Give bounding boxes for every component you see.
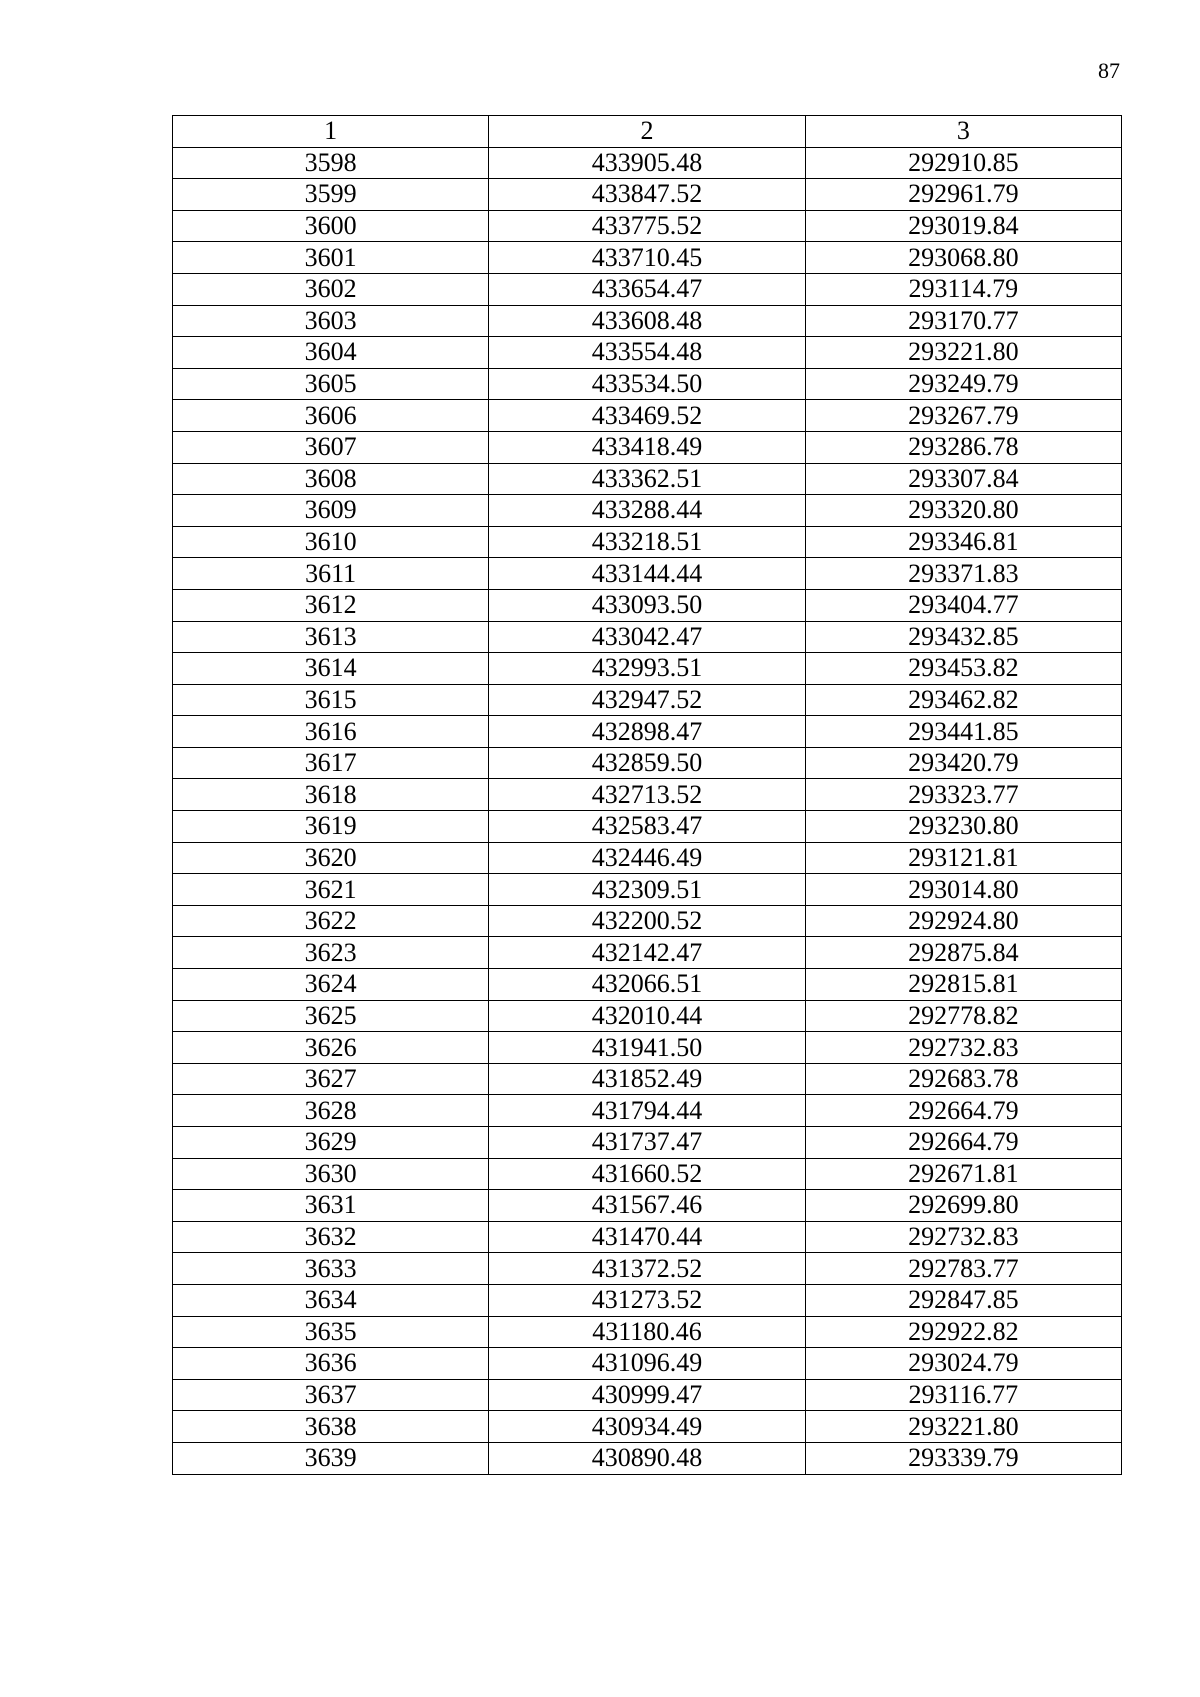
table-cell-col-1: 3622 xyxy=(173,905,489,937)
table-cell-col-3: 293014.80 xyxy=(805,874,1121,906)
table-cell-col-3: 292664.79 xyxy=(805,1127,1121,1159)
table-row xyxy=(173,495,1122,527)
page-number: 87 xyxy=(1098,58,1120,83)
table-cell-col-2: 432713.52 xyxy=(489,779,805,811)
table-cell-col-3: 292732.83 xyxy=(805,1221,1121,1253)
table-row xyxy=(173,779,1122,811)
table-cell-col-2: 433469.52 xyxy=(489,400,805,432)
table-header-row xyxy=(173,116,1122,148)
table-cell-col-2: 432993.51 xyxy=(489,653,805,685)
table-cell-col-2: 433418.49 xyxy=(489,431,805,463)
table-row xyxy=(173,273,1122,305)
table-cell-col-3: 293230.80 xyxy=(805,811,1121,843)
table-cell-col-2: 432947.52 xyxy=(489,684,805,716)
table-cell-col-2: 433093.50 xyxy=(489,589,805,621)
table-cell-col-1: 3611 xyxy=(173,558,489,590)
table-cell-col-3: 293453.82 xyxy=(805,653,1121,685)
table-cell-col-2: 432898.47 xyxy=(489,716,805,748)
coordinates-table xyxy=(172,115,1122,1475)
table-row xyxy=(173,811,1122,843)
table-cell-col-3: 293121.81 xyxy=(805,842,1121,874)
table-cell-col-2: 431096.49 xyxy=(489,1348,805,1380)
table-cell-col-2: 430890.48 xyxy=(489,1442,805,1474)
table-cell-col-3: 292783.77 xyxy=(805,1253,1121,1285)
table-cell-col-3: 292664.79 xyxy=(805,1095,1121,1127)
table-cell-col-1: 3626 xyxy=(173,1032,489,1064)
table-row xyxy=(173,1032,1122,1064)
table-cell-col-3: 293024.79 xyxy=(805,1348,1121,1380)
table-cell-col-1: 3638 xyxy=(173,1411,489,1443)
table-cell-col-3: 292778.82 xyxy=(805,1000,1121,1032)
table-row xyxy=(173,969,1122,1001)
table-row xyxy=(173,1158,1122,1190)
table-cell-col-2: 431941.50 xyxy=(489,1032,805,1064)
table-cell-col-1: 3623 xyxy=(173,937,489,969)
table-cell-col-1: 3607 xyxy=(173,431,489,463)
table-cell-col-3: 293307.84 xyxy=(805,463,1121,495)
table-row xyxy=(173,1000,1122,1032)
table-row xyxy=(173,874,1122,906)
table-cell-col-2: 431372.52 xyxy=(489,1253,805,1285)
table-row xyxy=(173,589,1122,621)
table-row xyxy=(173,905,1122,937)
table-cell-col-1: 3633 xyxy=(173,1253,489,1285)
table-cell-col-1: 3602 xyxy=(173,273,489,305)
table-cell-col-3: 293346.81 xyxy=(805,526,1121,558)
table-cell-col-2: 431660.52 xyxy=(489,1158,805,1190)
table-cell-col-2: 432010.44 xyxy=(489,1000,805,1032)
table-cell-col-1: 3613 xyxy=(173,621,489,653)
table-cell-col-2: 433710.45 xyxy=(489,242,805,274)
table-row xyxy=(173,1316,1122,1348)
table-cell-col-3: 292815.81 xyxy=(805,969,1121,1001)
table-row xyxy=(173,1442,1122,1474)
table-cell-col-1: 3599 xyxy=(173,179,489,211)
table-cell-col-1: 3616 xyxy=(173,716,489,748)
table-cell-col-1: 3627 xyxy=(173,1063,489,1095)
table-cell-col-1: 3634 xyxy=(173,1284,489,1316)
table-cell-col-2: 431470.44 xyxy=(489,1221,805,1253)
table-cell-col-1: 3639 xyxy=(173,1442,489,1474)
table-cell-col-3: 292683.78 xyxy=(805,1063,1121,1095)
table-cell-col-1: 3635 xyxy=(173,1316,489,1348)
table-row xyxy=(173,1095,1122,1127)
table-row xyxy=(173,1221,1122,1253)
table-cell-col-3: 293432.85 xyxy=(805,621,1121,653)
table-row xyxy=(173,684,1122,716)
table-cell-col-2: 432142.47 xyxy=(489,937,805,969)
table-cell-col-2: 432309.51 xyxy=(489,874,805,906)
column-header-1: 1 xyxy=(173,116,489,148)
table-row xyxy=(173,463,1122,495)
table-cell-col-3: 293068.80 xyxy=(805,242,1121,274)
table-row xyxy=(173,242,1122,274)
table-cell-col-3: 292847.85 xyxy=(805,1284,1121,1316)
table-cell-col-3: 292671.81 xyxy=(805,1158,1121,1190)
table-cell-col-2: 433144.44 xyxy=(489,558,805,590)
table-row xyxy=(173,1063,1122,1095)
table-cell-col-3: 293221.80 xyxy=(805,1411,1121,1443)
table-cell-col-3: 293221.80 xyxy=(805,337,1121,369)
table-cell-col-1: 3603 xyxy=(173,305,489,337)
table-cell-col-3: 292924.80 xyxy=(805,905,1121,937)
table-cell-col-3: 293249.79 xyxy=(805,368,1121,400)
table-cell-col-3: 293267.79 xyxy=(805,400,1121,432)
table-cell-col-2: 433534.50 xyxy=(489,368,805,400)
table-cell-col-1: 3608 xyxy=(173,463,489,495)
table-row xyxy=(173,431,1122,463)
table-cell-col-1: 3630 xyxy=(173,1158,489,1190)
table-cell-col-3: 293462.82 xyxy=(805,684,1121,716)
table-cell-col-1: 3631 xyxy=(173,1190,489,1222)
table-row xyxy=(173,1379,1122,1411)
table-cell-col-1: 3636 xyxy=(173,1348,489,1380)
table-cell-col-2: 432446.49 xyxy=(489,842,805,874)
table-cell-col-1: 3610 xyxy=(173,526,489,558)
table-cell-col-2: 431737.47 xyxy=(489,1127,805,1159)
table-cell-col-3: 293320.80 xyxy=(805,495,1121,527)
table-cell-col-2: 433288.44 xyxy=(489,495,805,527)
table-row xyxy=(173,1348,1122,1380)
table-cell-col-3: 293116.77 xyxy=(805,1379,1121,1411)
table-cell-col-2: 433608.48 xyxy=(489,305,805,337)
table-cell-col-1: 3625 xyxy=(173,1000,489,1032)
column-header-3: 3 xyxy=(805,116,1121,148)
table-row xyxy=(173,558,1122,590)
table-cell-col-1: 3617 xyxy=(173,747,489,779)
table-cell-col-1: 3632 xyxy=(173,1221,489,1253)
table-cell-col-3: 293019.84 xyxy=(805,210,1121,242)
table-cell-col-2: 431852.49 xyxy=(489,1063,805,1095)
table-row xyxy=(173,400,1122,432)
table-cell-col-1: 3619 xyxy=(173,811,489,843)
table-row xyxy=(173,716,1122,748)
table-row xyxy=(173,653,1122,685)
table-cell-col-1: 3637 xyxy=(173,1379,489,1411)
table-cell-col-3: 292922.82 xyxy=(805,1316,1121,1348)
table-cell-col-2: 432583.47 xyxy=(489,811,805,843)
table-cell-col-3: 292699.80 xyxy=(805,1190,1121,1222)
table-cell-col-1: 3605 xyxy=(173,368,489,400)
table-cell-col-3: 293339.79 xyxy=(805,1442,1121,1474)
table-cell-col-2: 433905.48 xyxy=(489,147,805,179)
table-row xyxy=(173,210,1122,242)
table-cell-col-3: 292961.79 xyxy=(805,179,1121,211)
table-cell-col-2: 432200.52 xyxy=(489,905,805,937)
table-cell-col-3: 293170.77 xyxy=(805,305,1121,337)
table-row xyxy=(173,147,1122,179)
table-cell-col-3: 292875.84 xyxy=(805,937,1121,969)
table-cell-col-1: 3621 xyxy=(173,874,489,906)
table-cell-col-3: 293323.77 xyxy=(805,779,1121,811)
table-cell-col-2: 430999.47 xyxy=(489,1379,805,1411)
table-row xyxy=(173,305,1122,337)
table-cell-col-1: 3612 xyxy=(173,589,489,621)
table-cell-col-3: 293371.83 xyxy=(805,558,1121,590)
table-cell-col-2: 433775.52 xyxy=(489,210,805,242)
table-cell-col-2: 431567.46 xyxy=(489,1190,805,1222)
table-cell-col-2: 433042.47 xyxy=(489,621,805,653)
table-row xyxy=(173,1190,1122,1222)
table-row xyxy=(173,1284,1122,1316)
table-cell-col-1: 3629 xyxy=(173,1127,489,1159)
table-row xyxy=(173,1127,1122,1159)
table-cell-col-2: 431794.44 xyxy=(489,1095,805,1127)
table-row xyxy=(173,937,1122,969)
table-cell-col-1: 3609 xyxy=(173,495,489,527)
table-cell-col-1: 3601 xyxy=(173,242,489,274)
table-cell-col-2: 433847.52 xyxy=(489,179,805,211)
table-cell-col-1: 3598 xyxy=(173,147,489,179)
table-cell-col-3: 293404.77 xyxy=(805,589,1121,621)
table-row xyxy=(173,337,1122,369)
table-cell-col-1: 3615 xyxy=(173,684,489,716)
table-cell-col-1: 3618 xyxy=(173,779,489,811)
column-header-2: 2 xyxy=(489,116,805,148)
table-cell-col-2: 433654.47 xyxy=(489,273,805,305)
table-cell-col-3: 293441.85 xyxy=(805,716,1121,748)
table-cell-col-2: 433554.48 xyxy=(489,337,805,369)
table-cell-col-1: 3604 xyxy=(173,337,489,369)
table-row xyxy=(173,368,1122,400)
table-cell-col-3: 293286.78 xyxy=(805,431,1121,463)
table-cell-col-3: 292910.85 xyxy=(805,147,1121,179)
table-row xyxy=(173,526,1122,558)
table-cell-col-1: 3628 xyxy=(173,1095,489,1127)
table-cell-col-3: 293114.79 xyxy=(805,273,1121,305)
table-row xyxy=(173,621,1122,653)
table-row xyxy=(173,747,1122,779)
table-cell-col-2: 432066.51 xyxy=(489,969,805,1001)
table-cell-col-1: 3600 xyxy=(173,210,489,242)
table-cell-col-2: 432859.50 xyxy=(489,747,805,779)
table-cell-col-2: 431273.52 xyxy=(489,1284,805,1316)
table-row xyxy=(173,842,1122,874)
table-cell-col-2: 433362.51 xyxy=(489,463,805,495)
table-body xyxy=(173,147,1122,1474)
table-cell-col-2: 433218.51 xyxy=(489,526,805,558)
table-cell-col-2: 430934.49 xyxy=(489,1411,805,1443)
table-cell-col-3: 293420.79 xyxy=(805,747,1121,779)
table-cell-col-2: 431180.46 xyxy=(489,1316,805,1348)
table-row xyxy=(173,179,1122,211)
table-cell-col-3: 292732.83 xyxy=(805,1032,1121,1064)
table-cell-col-1: 3624 xyxy=(173,969,489,1001)
table-cell-col-1: 3614 xyxy=(173,653,489,685)
table-row xyxy=(173,1253,1122,1285)
table-cell-col-1: 3606 xyxy=(173,400,489,432)
table-row xyxy=(173,1411,1122,1443)
table-cell-col-1: 3620 xyxy=(173,842,489,874)
